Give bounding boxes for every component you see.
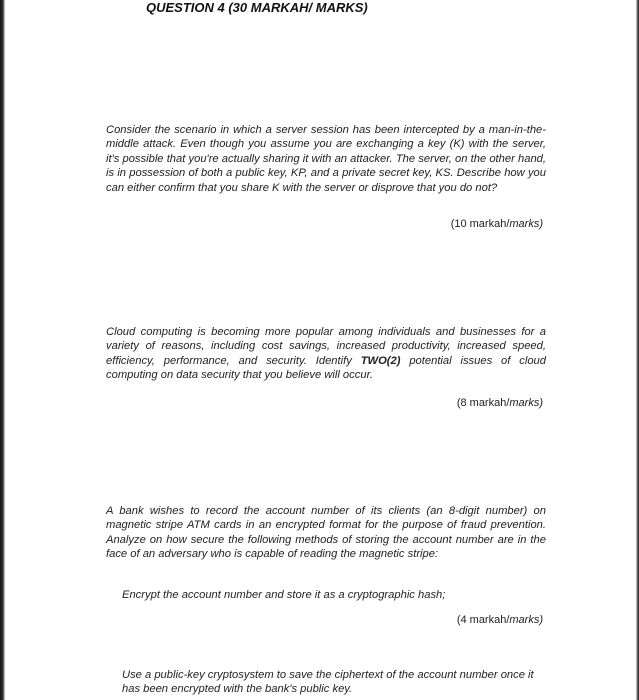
part-2-text-before: Cloud computing is becoming more popular among individuals and businesses for a variety of reasons, including cost savings, increased productivity, increased speed, efficiency, performance, and security. Identify bbox=[106, 326, 546, 367]
question-part-3-sub-1-marks bbox=[457, 614, 543, 626]
page-edge-left bbox=[0, 0, 5, 700]
question-part-2-marks bbox=[457, 397, 543, 409]
question-part-3-sub-2: Use a public-key cryptosystem to save the ciphertext of the account number once it has been encrypted with the bank's public key. bbox=[122, 669, 534, 696]
question-part-2-text bbox=[106, 325, 546, 383]
marks-label: (8 markah/ bbox=[456, 397, 510, 409]
part-2-emphasis: TWO(2) bbox=[360, 354, 401, 367]
part-2-text-after: potential issues of cloud computing on data security that you believe will occur. bbox=[106, 354, 546, 382]
marks-label: (10 markah/ bbox=[450, 218, 510, 230]
question-title: QUESTION 4 (30 MARKAH/ MARKS) bbox=[146, 0, 368, 15]
question-part-1-text: Consider the scenario in which a server session has been intercepted by a man-in-the-middle attack. Even though you assume you are exchanging a key (K) with the server, it's possible that you're actually sharing it with an attacker. The server, on the other hand, is in possession of both a public key, KP, and a private secret key, KS. Describe how you can either confirm that you share K with the server or disprove that you do not? bbox=[106, 124, 546, 194]
question-part-1-marks bbox=[451, 218, 543, 230]
marks-label: (4 markah/ bbox=[456, 614, 510, 626]
marks-label-en: marks) bbox=[509, 218, 543, 230]
question-part-3-sub-1: Encrypt the account number and store it as a cryptographic hash; bbox=[122, 589, 446, 601]
marks-label-en: marks) bbox=[509, 397, 543, 409]
marks-label-en: marks) bbox=[509, 614, 543, 626]
question-part-3-text: A bank wishes to record the account number of its clients (an 8-digit number) on magnetic stripe ATM cards in an encrypted format for the purpose of fraud prevention. Analyze on how secure the following methods of storing the account number are in the face of an adversary who is capable of reading the magnetic stripe: bbox=[106, 505, 546, 561]
